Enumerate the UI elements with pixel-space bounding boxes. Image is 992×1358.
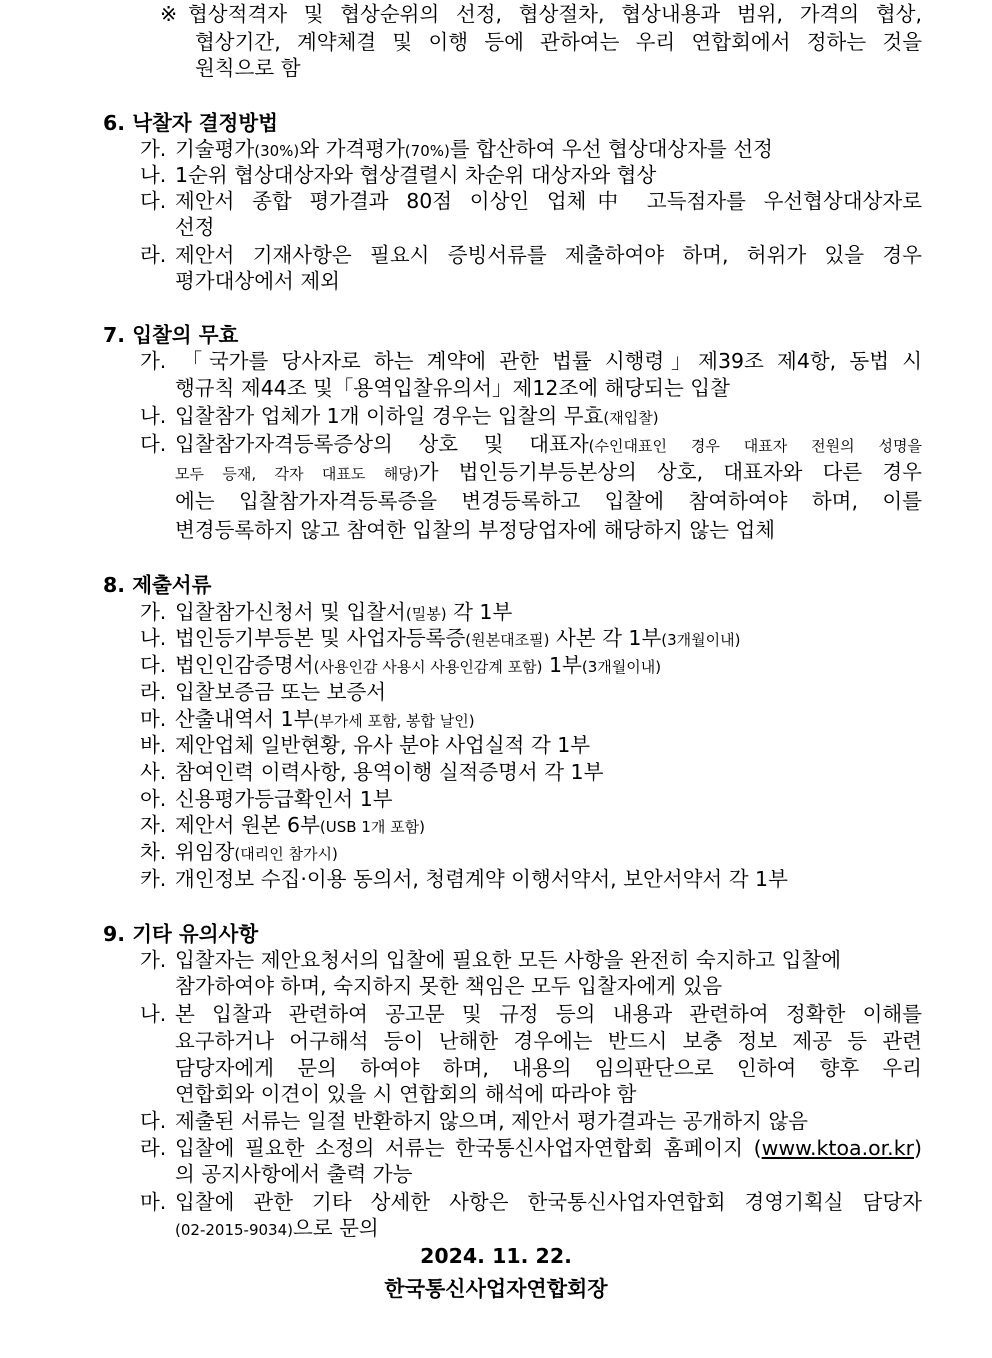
s9-item-e-cont: (02-2015-9034)으로 문의	[175, 1216, 379, 1240]
section-9-title: 9. 기타 유의사항	[103, 922, 259, 946]
s8-item: 가. 입찰참가신청서 및 입찰서(밀봉) 각 1부	[140, 600, 513, 624]
s8-item: 카. 개인정보 수집·이용 동의서, 청렴계약 이행서약서, 보안서약서 각 1부	[140, 867, 788, 891]
s6-item-d-cont: 평가대상에서 제외	[175, 269, 340, 293]
s6-item-c-cont: 선정	[175, 215, 215, 239]
s9-item-b-cont-3: 연합회와 이견이 있을 시 연합회의 해석에 따라야 함	[175, 1082, 637, 1106]
intro-line-3: 원칙으로 함	[195, 56, 301, 80]
s6-item-b: 나. 1순위 협상대상자와 협상결렬시 차순위 대상자와 협상	[140, 163, 657, 187]
s9-item-a: 가. 입찰자는 제안요청서의 입찰에 필요한 모든 사항을 완전히 숙지하고 입찰에	[140, 948, 842, 972]
reference-mark: ※	[160, 2, 178, 26]
s9-item-d-cont: 의 공지사항에서 출력 가능	[175, 1162, 413, 1186]
s8-item: 아. 신용평가등급확인서 1부	[140, 787, 393, 811]
s9-item-c: 다. 제출된 서류는 일절 반환하지 않으며, 제안서 평가결과는 공개하지 않음	[140, 1109, 808, 1133]
intro-line-1: ※ 협상적격자 및 협상순위의 선정, 협상절차, 협상내용과 범위, 가격의 협상,	[160, 2, 922, 26]
s8-item: 다. 법인인감증명서(사용인감 사용시 사용인감계 포함) 1부(3개월이내)	[140, 653, 662, 677]
notice-date: 2024. 11. 22.	[420, 1244, 572, 1268]
issuer-name: 한국통신사업자연합회장	[384, 1277, 608, 1301]
section-8-title: 8. 제출서류	[103, 573, 212, 597]
s7-item-b: 나. 입찰참가 업체가 1개 이하일 경우는 입찰의 무효(재입찰)	[140, 404, 659, 428]
s9-item-b-cont-2: 담당자에게 문의 하여야 하며, 내용의 임의판단으로 인하여 향후 우리	[175, 1056, 922, 1080]
intro-line-2: 협상기간, 계약체결 및 이행 등에 관하여는 우리 연합회에서 정하는 것을	[195, 30, 922, 54]
s9-item-e: 마. 입찰에 관한 기타 상세한 사항은 한국통신사업자연합회 경영기획실 담당자	[140, 1190, 922, 1214]
section-6-title: 6. 낙찰자 결정방법	[103, 111, 278, 135]
s7-item-c-cont-1: 모두 등재, 각자 대표도 해당)가 법인등기부등본상의 상호, 대표자와 다른 경우	[175, 460, 922, 484]
s7-item-c-cont-3: 변경등록하지 않고 참여한 입찰의 부정당업자에 해당하지 않는 업체	[175, 518, 776, 542]
s9-item-a-cont: 참가하여야 하며, 숙지하지 못한 책임은 모두 입찰자에게 있음	[175, 974, 723, 998]
s6-item-d: 라. 제안서 기재사항은 필요시 증빙서류를 제출하여야 하며, 허위가 있을 경우	[140, 243, 922, 267]
s9-item-b-cont-1: 요구하거나 어구해석 등이 난해한 경우에는 반드시 보충 정보 제공 등 관련	[175, 1029, 922, 1053]
s8-item: 나. 법인등기부등본 및 사업자등록증(원본대조필) 사본 각 1부(3개월이내)	[140, 626, 741, 650]
homepage-link[interactable]: www.ktoa.or.kr	[761, 1136, 914, 1160]
s8-item: 자. 제안서 원본 6부(USB 1개 포함)	[140, 813, 425, 837]
s6-item-c: 다. 제안서 종합 평가결과 80점 이상인 업체中 고득점자를 우선협상대상자로	[140, 189, 922, 213]
s8-item: 라. 입찰보증금 또는 보증서	[140, 680, 387, 704]
s7-item-c-cont-2: 에는 입찰참가자격등록증을 변경등록하고 입찰에 참여하여야 하며, 이를	[175, 489, 922, 513]
s7-item-a: 가. 「국가를 당사자로 하는 계약에 관한 법률 시행령」제39조 제4항, 동법 시	[140, 349, 922, 373]
s7-item-c: 다. 입찰참가자격등록증상의 상호 및 대표자(수인대표인 경우 대표자 전원의 성명을	[140, 432, 922, 456]
s6-item-a: 가. 기술평가(30%)와 가격평가(70%)를 합산하여 우선 협상대상자를 선정	[140, 137, 773, 161]
section-7-title: 7. 입찰의 무효	[103, 323, 239, 347]
s8-item: 차. 위임장(대리인 참가시)	[140, 840, 338, 864]
s8-item: 바. 제안업체 일반현황, 유사 분야 사업실적 각 1부	[140, 733, 591, 757]
s8-item: 마. 산출내역서 1부(부가세 포함, 봉합 날인)	[140, 707, 475, 731]
s7-item-a-cont: 행규칙 제44조 및「용역입찰유의서」제12조에 해당되는 입찰	[175, 376, 730, 400]
s9-item-b: 나. 본 입찰과 관련하여 공고문 및 규정 등의 내용과 관련하여 정확한 이해를	[140, 1002, 922, 1026]
s9-item-d: 라. 입찰에 필요한 소정의 서류는 한국통신사업자연합회 홈페이지 (www.ktoa.or.kr)	[140, 1136, 922, 1160]
s8-item: 사. 참여인력 이력사항, 용역이행 실적증명서 각 1부	[140, 760, 604, 784]
